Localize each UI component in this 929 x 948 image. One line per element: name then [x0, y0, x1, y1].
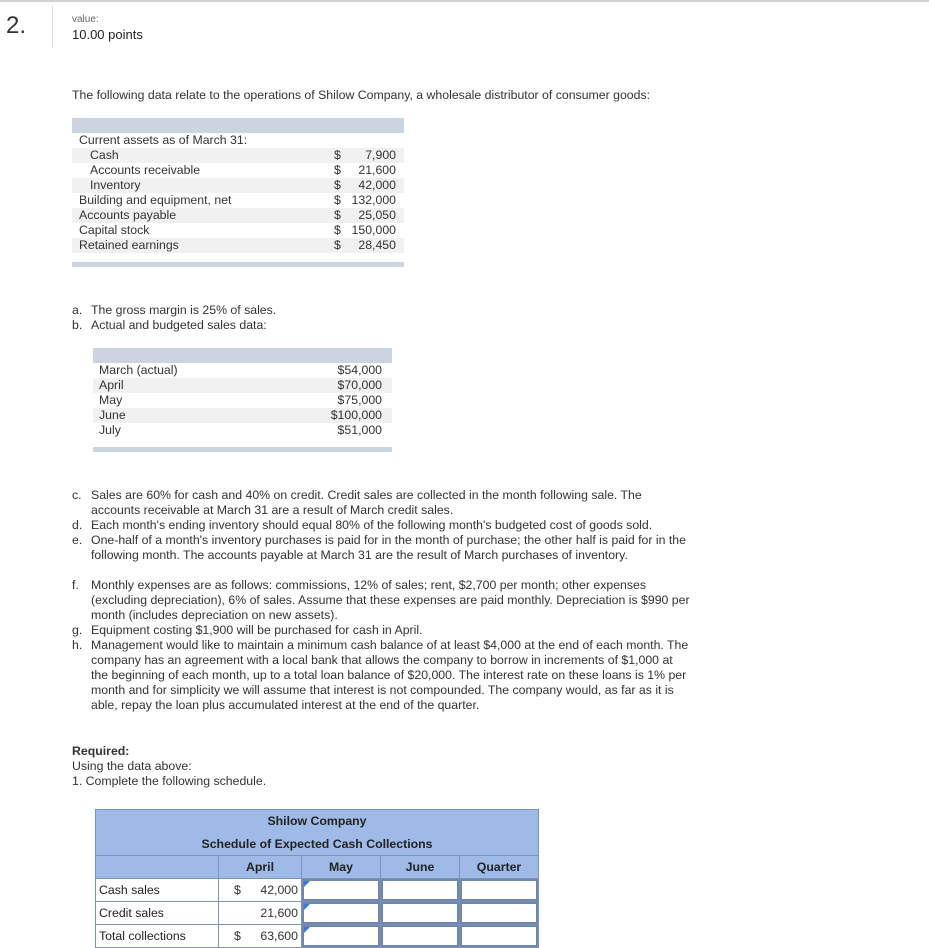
- item-letter: h.: [72, 638, 83, 652]
- row-value: 25,050: [358, 208, 396, 222]
- item-letter: b.: [72, 318, 83, 332]
- table-bottom-bar: [72, 262, 404, 267]
- table-row: [72, 163, 404, 178]
- row-label: Accounts receivable: [90, 163, 201, 177]
- row-value: 28,450: [358, 238, 396, 252]
- balance-heading: Current assets as of March 31:: [79, 133, 248, 147]
- table-row: [93, 393, 392, 408]
- schedule-title: Schedule of Expected Cash Collections: [96, 833, 539, 856]
- row-label: Building and equipment, net: [79, 193, 232, 207]
- row-label: July: [99, 423, 121, 437]
- row-label-credit-sales: Credit sales: [96, 902, 219, 925]
- cash-collections-schedule: [95, 809, 539, 948]
- question-number: 2.: [6, 12, 27, 39]
- list-item-c: [72, 488, 692, 518]
- row-value: $75,000: [337, 393, 382, 407]
- column-header-june: June: [381, 856, 460, 879]
- cash-sales-june-input[interactable]: [381, 879, 460, 902]
- column-header-may: May: [302, 856, 381, 879]
- list-item-g: [72, 623, 692, 638]
- row-label: March (actual): [99, 363, 178, 377]
- dollar-sign: $: [334, 208, 341, 222]
- input-marker-icon: [304, 881, 310, 887]
- item-letter: c.: [72, 488, 82, 502]
- column-header-quarter: Quarter: [460, 856, 539, 879]
- row-value: $70,000: [337, 378, 382, 392]
- item-text: Actual and budgeted sales data:: [91, 318, 267, 332]
- table-row: [93, 378, 392, 393]
- total-collections-april: [219, 925, 302, 948]
- table-bottom-bar: [93, 447, 392, 452]
- dollar-sign: $: [334, 193, 341, 207]
- item-text: One-half of a month's inventory purchases is paid for in the month of purchase; the other half is paid for in the following month. The accounts payable at March 31 are the result of March purchases of inventory.: [91, 533, 686, 562]
- item-text: Monthly expenses are as follows: commissions, 12% of sales; rent, $2,700 per month; other expenses (excluding depreciation), 6% of sales. Assume that these expenses are paid monthly. Depreciation is $990 per month (includes depreciation on new assets).: [91, 578, 690, 622]
- schedule-company: Shilow Company: [96, 810, 539, 833]
- row-label: Accounts payable: [79, 208, 177, 222]
- dollar-sign: $: [334, 163, 341, 177]
- required-line2: 1. Complete the following schedule.: [72, 774, 267, 788]
- row-value: 132,000: [351, 193, 396, 207]
- row-label: Inventory: [90, 178, 141, 192]
- cell-value: 63,600: [260, 929, 298, 943]
- item-letter: f.: [72, 578, 79, 592]
- table-row: [72, 238, 404, 253]
- total-collections-may-input[interactable]: [302, 925, 381, 948]
- question-divider: [52, 6, 53, 48]
- row-label: April: [99, 378, 124, 392]
- total-collections-quarter-input[interactable]: [460, 925, 539, 948]
- table-row: [72, 223, 404, 238]
- dollar-sign: $: [334, 223, 341, 237]
- item-letter: e.: [72, 533, 83, 547]
- table-row: [93, 408, 392, 423]
- table-row: [96, 902, 539, 925]
- table-row: [93, 423, 392, 438]
- item-text: Equipment costing $1,900 will be purchased for cash in April.: [91, 623, 423, 637]
- credit-sales-june-input[interactable]: [381, 902, 460, 925]
- column-header-april: April: [219, 856, 302, 879]
- column-header-blank: [96, 856, 219, 879]
- cell-value: 21,600: [260, 906, 298, 920]
- total-collections-june-input[interactable]: [381, 925, 460, 948]
- row-label: Retained earnings: [79, 238, 179, 252]
- points-value: 10.00 points: [72, 27, 143, 42]
- table-row: [96, 879, 539, 902]
- required-line1: Using the data above:: [72, 759, 192, 773]
- list-item-b: [72, 318, 692, 333]
- dollar-sign: $: [334, 148, 341, 162]
- row-label: May: [99, 393, 123, 407]
- credit-sales-quarter-input[interactable]: [460, 902, 539, 925]
- top-divider: [0, 0, 929, 2]
- list-item-f: [72, 578, 692, 623]
- item-letter: g.: [72, 623, 83, 637]
- item-text: The gross margin is 25% of sales.: [91, 303, 277, 317]
- item-text: Management would like to maintain a minimum cash balance of at least $4,000 at the end of each month. The company has an agreement with a local bank that allows the company to borrow in increments of $1,000 at the beginning of each month, up to a total loan balance of $20,000. The interest rate on these loans is 1% per month and for simplicity we will assume that interest is not compounded. The company would, as far as it is able, repay the loan plus accumulated interest at the end of the quarter.: [91, 638, 689, 712]
- intro-text: The following data relate to the operations of Shilow Company, a wholesale distributor of consumer goods:: [72, 88, 651, 102]
- table-row: [96, 925, 539, 948]
- item-text: Each month's ending inventory should equal 80% of the following month's budgeted cost of goods sold.: [91, 518, 653, 532]
- balance-table: [72, 118, 404, 267]
- table-top-bar: [93, 348, 392, 363]
- value-label: value:: [72, 14, 99, 25]
- dollar-sign: $: [334, 238, 341, 252]
- list-item-h: [72, 638, 692, 713]
- cell-value: 42,000: [260, 883, 298, 897]
- row-label-total-collections: Total collections: [96, 925, 219, 948]
- row-value: 150,000: [351, 223, 396, 237]
- table-row: [72, 148, 404, 163]
- item-text: Sales are 60% for cash and 40% on credit. Credit sales are collected in the month following sale. The accounts receivable at March 31 are a result of March credit sales.: [91, 488, 642, 517]
- cash-sales-april: [219, 879, 302, 902]
- table-row: [72, 178, 404, 193]
- table-row: [93, 363, 392, 378]
- row-value: 42,000: [358, 178, 396, 192]
- row-label: June: [99, 408, 126, 422]
- list-item-a: [72, 303, 692, 318]
- row-value: $100,000: [330, 408, 382, 422]
- row-label: Capital stock: [79, 223, 150, 237]
- dollar-sign: $: [234, 929, 241, 943]
- row-value: 7,900: [365, 148, 396, 162]
- input-marker-icon: [304, 927, 310, 933]
- dollar-sign: $: [334, 178, 341, 192]
- row-value: 21,600: [358, 163, 396, 177]
- input-marker-icon: [304, 904, 310, 910]
- row-value: $54,000: [337, 363, 382, 377]
- list-item-d: [72, 518, 692, 533]
- list-item-e: [72, 533, 692, 563]
- table-row: [72, 193, 404, 208]
- credit-sales-may-input[interactable]: [302, 902, 381, 925]
- required-heading: Required:: [72, 744, 130, 758]
- table-row: [72, 208, 404, 223]
- sales-table: [93, 348, 392, 452]
- table-top-bar: [72, 118, 404, 133]
- item-letter: d.: [72, 518, 83, 532]
- dollar-sign: $: [234, 883, 241, 897]
- row-label: Cash: [90, 148, 119, 162]
- row-label-cash-sales: Cash sales: [96, 879, 219, 902]
- cash-sales-may-input[interactable]: [302, 879, 381, 902]
- balance-heading-row: [72, 133, 404, 148]
- credit-sales-april: [219, 902, 302, 925]
- cash-sales-quarter-input[interactable]: [460, 879, 539, 902]
- row-value: $51,000: [337, 423, 382, 437]
- item-letter: a.: [72, 303, 83, 317]
